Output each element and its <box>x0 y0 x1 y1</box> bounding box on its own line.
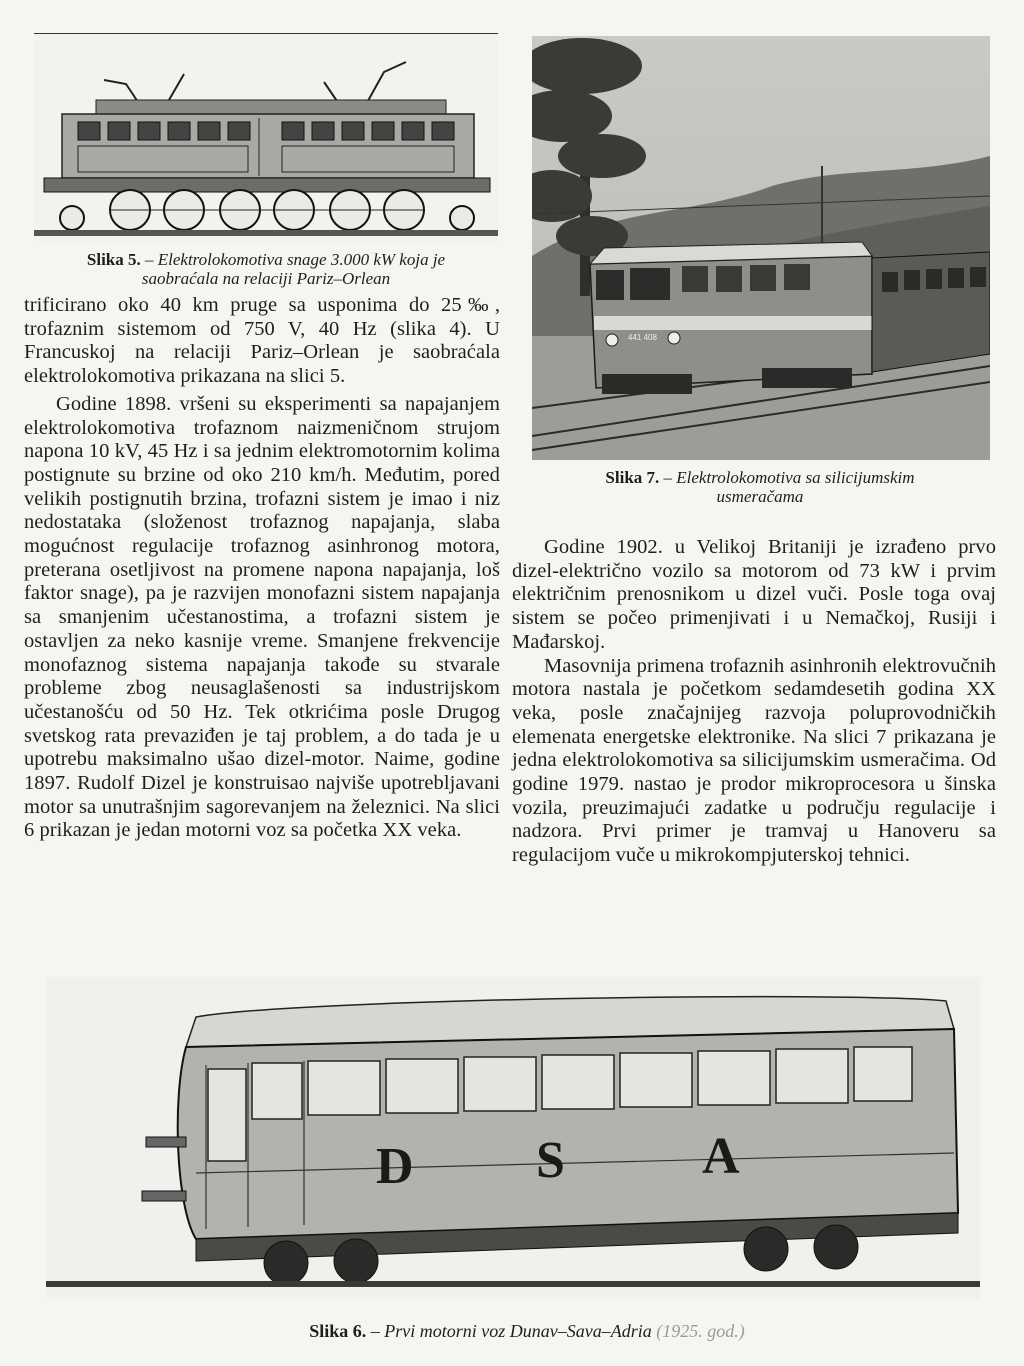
figure-7-caption <box>540 468 980 506</box>
figure-6-letter-s: S <box>536 1132 565 1189</box>
figure-6-caption-year: (1925. god.) <box>656 1321 745 1341</box>
left-paragraph-1: trificirano oko 40 km pruge sa usponima do 25‰, trofaznim sistemom od 750 V, 40 Hz (slika 4). U Francuskoj na relaciji Pariz–Orlean je saobraćala elektrolokomotiva prikazana na slici 5. <box>24 294 500 388</box>
figure-5-caption <box>34 250 498 288</box>
figure-7-image <box>532 36 990 460</box>
figure-6-letter-a: A <box>702 1128 740 1185</box>
figure-5-image <box>34 33 498 242</box>
figure-6-caption-text: – Prvi motorni voz Dunav–Sava–Adria <box>370 1321 652 1341</box>
figure-7-plate: 441 408 <box>628 333 657 342</box>
figure-6-caption <box>60 1322 994 1341</box>
right-column <box>512 536 996 868</box>
left-paragraph-2: Godine 1898. vršeni su eksperimenti sa napajanjem elektrolokomotiva trofaznom naizmeničnom strujom napona 10 kV, 45 Hz i sa jednim elektromotornim kolima postignute su brzine od oko 210 km/h. Međutim, pored velikih postignutih brzina, trofazni sistem je imao i niz nedostataka (složenost trofaznog napajanja, slaba mogućnost regulacije trofaznog asinhronog motora, preterana osetljivost na promene napona napajanja, loš faktor snage), pa je razvijen monofazni sistem napajanja sa smanjenim učestanostima, a trofazni sistem je ostavljen za neko kasnije vreme. Smanjene frekvencije monofaznog sistema napajanja takođe su stvarale probleme zbog neusaglašenosti sa industrijskom učestanošću od 50 Hz. Tek otkrićima posle Drugog svetskog rata prevaziđen je taj problem, a do tada je u upotrebu maksimalno ušao dizel-motor. Naime, godine 1897. Rudolf Dizel je konstruisao najviše upotrebljavani motor sa unutrašnjim sagorevanjem na železnici. Na slici 6 prikazan je jedan motorni voz sa početka XX veka. <box>24 392 500 842</box>
figure-5-caption-line1: – Elektrolokomotiva snage 3.000 kW koja je <box>145 250 446 269</box>
figure-6-letter-d: D <box>376 1138 414 1195</box>
right-paragraph-2: Masovnija primena trofaznih asinhronih elektrovučnih motora nastala je početkom sedamdesetih godina XX veka, posle značajnijeg razvoja poluprovodničkih elemenata energetske elektronike. Na slici 7 prikazana je jedna elektrolokomotiva sa silicijumskim usmeračima. Od godine 1979. nastao je prodor mikroprocesora u šinska vozila, preuzimajući zadatke u području regulacije i nadzora. Prvi primer je tramvaj u Hanoveru sa regulacijom vuče u mikrokompjuterskoj tehnici. <box>512 654 996 867</box>
figure-7-caption-line1: – Elektrolokomotiva sa silicijumskim <box>663 468 915 487</box>
figure-6-image <box>46 977 980 1299</box>
figure-7-caption-line2: usmeračama <box>716 487 804 506</box>
left-column <box>24 294 500 843</box>
figure-6-label: Slika 6. <box>309 1321 367 1341</box>
figure-7-label: Slika 7. <box>605 468 660 487</box>
right-paragraph-1: Godine 1902. u Velikoj Britaniji je izrađeno prvo dizel-električno vozilo sa motorom od 73 kW i prvim električnim prenosnikom u dizel vuči. Posle toga ovaj sistem se počeo primenjivati i u Nemačkoj, Rusiji i Mađarskoj. <box>512 536 996 653</box>
figure-5-label: Slika 5. <box>86 250 141 269</box>
figure-5-caption-line2: saobraćala na relaciji Pariz–Orlean <box>141 269 391 288</box>
